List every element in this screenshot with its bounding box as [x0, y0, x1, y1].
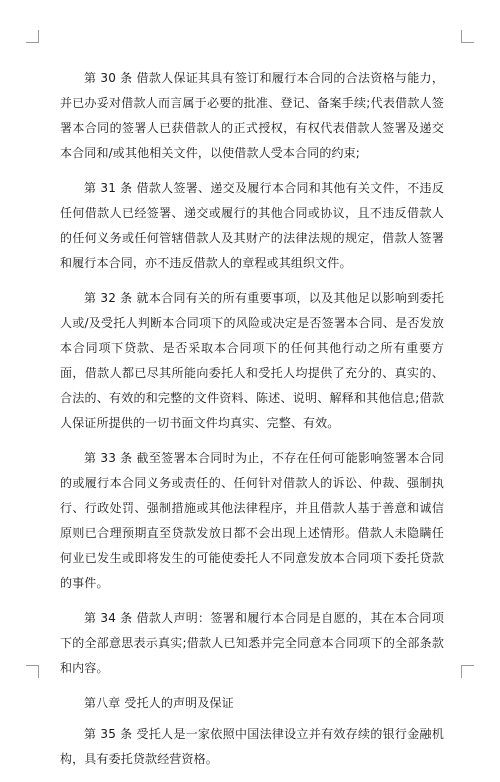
chapter-8-heading: 第八章 受托人的声明及保证 — [84, 696, 234, 710]
article-32-paragraph: 第 32 条 就本合同有关的所有重要事项，以及其他足以影响到委托人或/及受托人判断本合同项下的风险或决定是否签署本合同、是否发放本合同项下贷款、是否采取本合同项下的任何其他行动之所有重要方面，借款人都已尽其所能向委托人和受托人均提供了充分的、真实的、合法的、有效的和完整的文件资料、陈述、说明、解释和其他信息;借款人保证所提供的一切书面文件均真实、完整、有效。 — [60, 291, 444, 430]
crop-mark-top-left — [26, 30, 39, 43]
crop-mark-top-right — [461, 30, 474, 43]
article-35-paragraph: 第 35 条 受托人是一家依照中国法律设立并有效存续的银行金融机构，具有委托贷款经营资格。 — [60, 727, 444, 766]
crop-mark-bottom-right — [461, 665, 474, 678]
article-30-paragraph: 第 30 条 借款人保证其具有签订和履行本合同的合法资格与能力，并已办妥对借款人而言属于必要的批准、登记、备案手续;代表借款人签署本合同的签署人已获借款人的正式授权，有权代表借款人签署及递交本合同和/或其他相关文件，以使借款人受本合同的约束; — [60, 71, 444, 160]
document-body — [60, 66, 444, 782]
article-31-paragraph: 第 31 条 借款人签署、递交及履行本合同和其他有关文件，不违反任何借款人已经签署、递交或履行的其他合同或协议，且不违反借款人的任何义务或任何管辖借款人及其财产的法律法规的规定，借款人签署和履行本合同，亦不违反借款人的章程或其组织文件。 — [60, 181, 444, 270]
article-33-paragraph: 第 33 条 截至签署本合同时为止，不存在任何可能影响签署本合同的或履行本合同义务或责任的、任何针对借款人的诉讼、仲裁、强制执行、行政处罚、强制措施或其他法律程序，并且借款人基于善意和诚信原则已合理预期直至贷款发放日都不会出现上述情形。借款人未隐瞒任何业已发生或即将发生的可能使委托人不同意发放本合同项下委托贷款的事件。 — [60, 451, 444, 590]
crop-mark-bottom-left — [26, 665, 39, 678]
article-34-paragraph: 第 34 条 借款人声明：签署和履行本合同是自愿的，其在本合同项下的全部意思表示真实;借款人已知悉并完全同意本合同项下的全部条款和内容。 — [60, 611, 444, 675]
